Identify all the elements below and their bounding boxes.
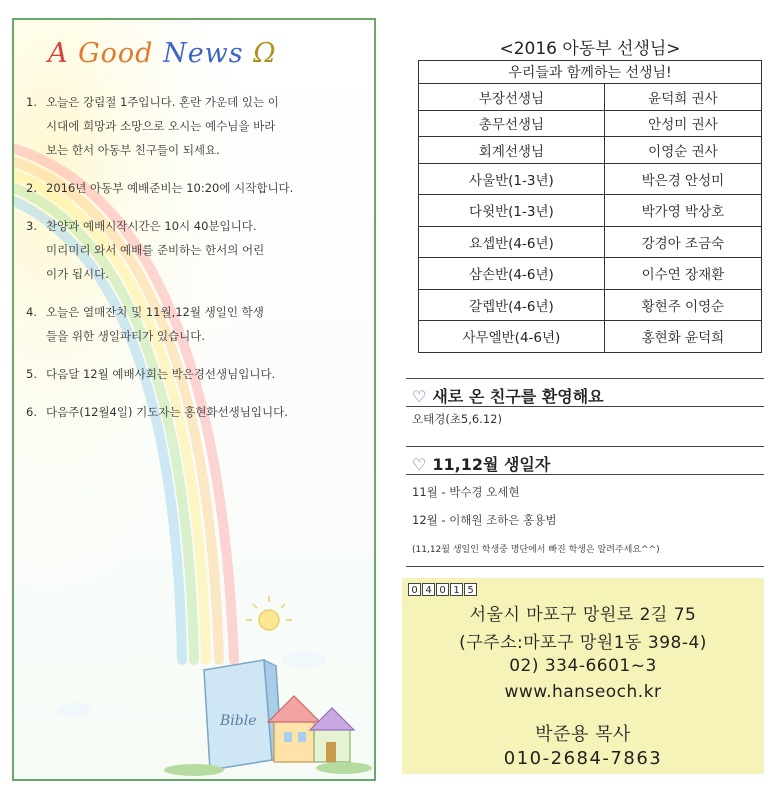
names-cell: 박가영 박상호 [604, 195, 761, 227]
title-word: News [163, 38, 244, 69]
table-row [419, 226, 762, 258]
table-row [419, 258, 762, 290]
title-word: Ω [253, 38, 277, 69]
role-cell: 삼손반(4-6년) [419, 258, 605, 290]
notice-number: 3. [26, 219, 37, 233]
notice-line: 다음달 12월 예배사회는 박은경선생님입니다. [46, 367, 276, 381]
birthday-note: (11,12월 생일인 학생중 명단에서 빠진 학생은 알려주세요^^) [412, 545, 660, 555]
welcome-title [412, 384, 604, 407]
birthday-december: 12월 - 이해원 조하은 홍용범 [412, 513, 557, 527]
table-row [419, 321, 762, 353]
pastor-name: 박준용 목사 [535, 724, 631, 745]
table-row [419, 84, 762, 111]
notice-item [22, 362, 368, 386]
title-word: Good [78, 38, 154, 69]
notice-number: 2. [26, 181, 37, 195]
heart-icon: ♡ [412, 387, 427, 406]
names-cell: 안성미 권사 [604, 110, 761, 137]
website-link[interactable]: www.hanseoch.kr [504, 682, 662, 702]
section-divider [406, 406, 764, 407]
notice-line: 오늘은 열매잔치 및 11월,12월 생일인 학생 [46, 305, 264, 319]
names-cell: 이영순 권사 [604, 137, 761, 164]
notice-line: 이가 됩시다. [46, 267, 109, 281]
birthday-november: 11월 - 박수경 오세현 [412, 485, 520, 499]
table-row [419, 289, 762, 321]
role-cell: 회계선생님 [419, 137, 605, 164]
section-divider [406, 378, 764, 379]
table-header-row [419, 61, 762, 84]
notice-number: 5. [26, 367, 37, 381]
table-row [419, 137, 762, 164]
notice-line: 미리미리 와서 예배를 준비하는 한서의 어린 [46, 243, 265, 257]
notice-item [22, 300, 368, 348]
street-address: 서울시 마포구 망원로 2길 75 [469, 605, 697, 625]
birthday-title-text: 11,12월 생일자 [432, 455, 551, 474]
old-address: (구주소:마포구 망원1동 398-4) [459, 633, 707, 653]
role-cell: 사무엘반(4-6년) [419, 321, 605, 353]
section-divider [406, 474, 764, 475]
notice-line: 시대에 희망과 소망으로 오시는 예수님을 바라 [46, 119, 276, 133]
section-divider [406, 446, 764, 447]
role-cell: 사울반(1-3년) [419, 163, 605, 195]
names-cell: 황현주 이영순 [604, 289, 761, 321]
notice-list [22, 90, 368, 438]
new-friend-names: 오태경(초5,6.12) [412, 412, 502, 426]
section-divider [406, 566, 764, 567]
names-cell: 이수연 장재환 [604, 258, 761, 290]
table-row [419, 195, 762, 227]
title-word: A [48, 38, 69, 69]
staff-heading: <2016 아동부 선생님> [499, 39, 681, 59]
notice-item [22, 400, 368, 424]
notice-item [22, 176, 368, 200]
notice-item [22, 90, 368, 162]
postal-code [408, 583, 477, 596]
bible-label: Bible [220, 713, 257, 729]
postal-digit: 4 [422, 583, 435, 596]
grass-icon [164, 762, 372, 776]
postal-digit: 0 [436, 583, 449, 596]
postal-digit: 1 [450, 583, 463, 596]
mobile-number: 010-2684-7863 [503, 748, 663, 769]
notice-line: 다음주(12월4일) 기도자는 홍현화선생님입니다. [46, 405, 288, 419]
postal-digit: 5 [464, 583, 477, 596]
notice-line: 2016년 아동부 예배준비는 10:20에 시작합니다. [46, 181, 294, 195]
staff-table [418, 60, 762, 353]
table-row [419, 163, 762, 195]
names-cell: 윤덕희 권사 [604, 84, 761, 111]
welcome-title-text: 새로 온 친구를 환영해요 [432, 387, 604, 406]
role-cell: 다윗반(1-3년) [419, 195, 605, 227]
role-cell: 요셉반(4-6년) [419, 226, 605, 258]
house-icon [268, 696, 354, 762]
news-panel [12, 18, 376, 781]
notice-number: 1. [26, 95, 37, 109]
role-cell: 부장선생님 [419, 84, 605, 111]
role-cell: 총무선생님 [419, 110, 605, 137]
address-box [402, 578, 764, 774]
notice-number: 6. [26, 405, 37, 419]
table-header: 우리들과 함께하는 선생님! [419, 61, 762, 84]
notice-item [22, 214, 368, 286]
postal-digit: 0 [408, 583, 421, 596]
names-cell: 박은경 안성미 [604, 163, 761, 195]
notice-line: 들을 위한 생일파티가 있습니다. [46, 329, 206, 343]
newsletter-title [48, 38, 277, 69]
table-row [419, 110, 762, 137]
heart-icon: ♡ [412, 455, 427, 474]
bible-book-icon [204, 660, 282, 770]
notice-line: 찬양과 예배시작시간은 10시 40분입니다. [46, 219, 257, 233]
bible-house-illustration [164, 610, 374, 780]
birthday-title [412, 452, 550, 475]
role-cell: 갈렙반(4-6년) [419, 289, 605, 321]
names-cell: 홍현화 윤덕희 [604, 321, 761, 353]
names-cell: 강경아 조금숙 [604, 226, 761, 258]
notice-number: 4. [26, 305, 37, 319]
notice-line: 보는 한서 아동부 친구들이 되세요. [46, 143, 220, 157]
notice-line: 오늘은 강림절 1주입니다. 혼란 가운데 있는 이 [46, 95, 279, 109]
phone-number: 02) 334-6601~3 [509, 656, 657, 676]
